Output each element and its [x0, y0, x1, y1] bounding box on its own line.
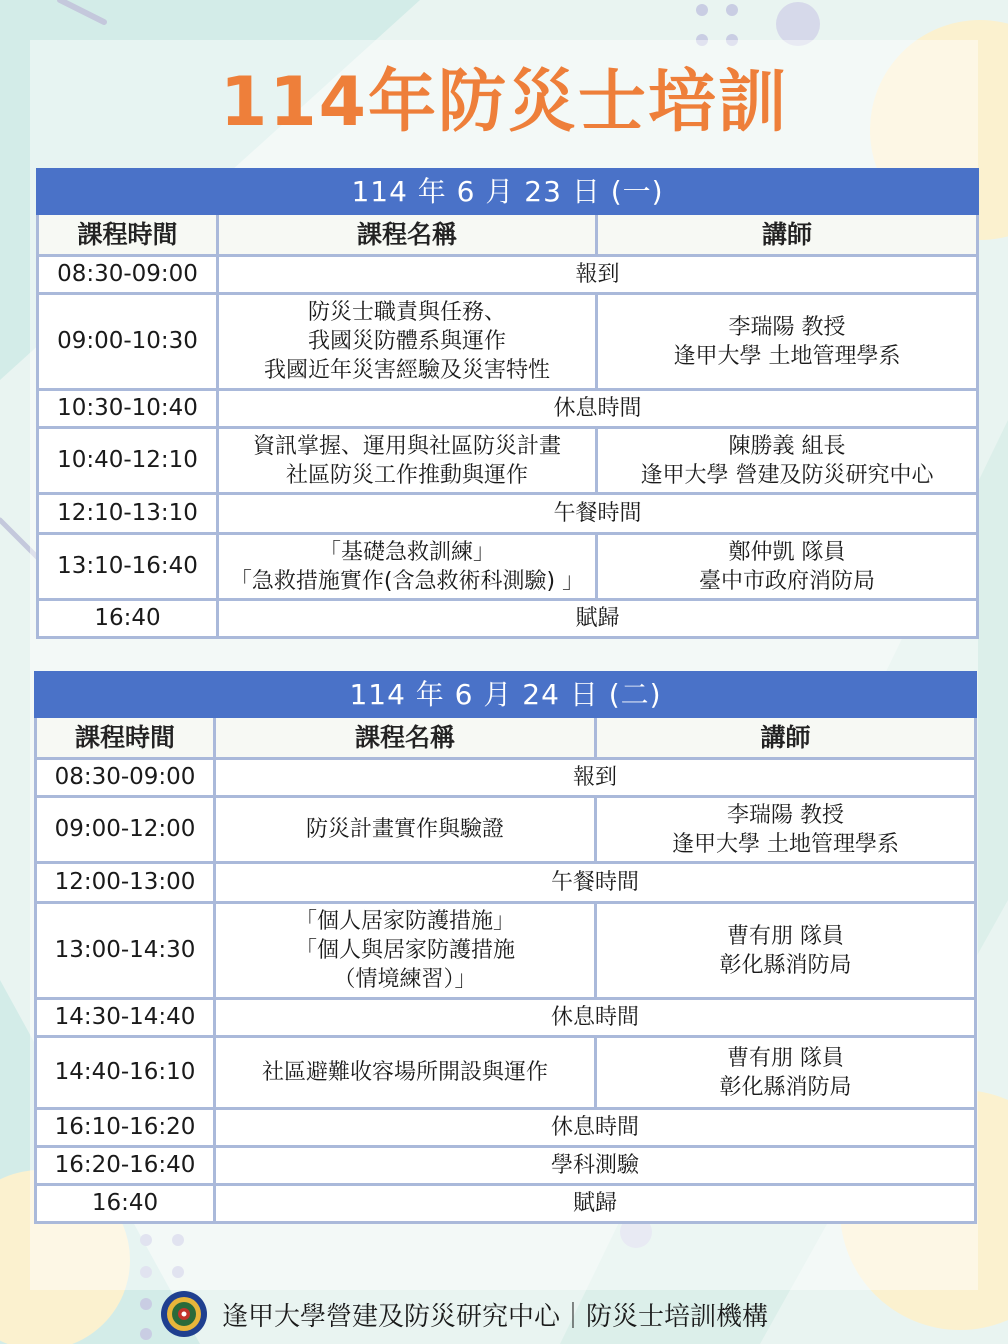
column-header-instructor: 講師	[597, 214, 978, 256]
column-header-time: 課程時間	[36, 717, 215, 759]
column-header-course: 課程名稱	[215, 717, 596, 759]
time-cell: 16:40	[38, 600, 218, 638]
instructor-name: 李瑞陽 教授	[727, 802, 845, 828]
course-line: 防災計畫實作與驗證	[305, 817, 504, 842]
merged-cell: 休息時間	[215, 999, 976, 1037]
instructor-cell	[597, 534, 978, 600]
course-line: 「個人居家防護措施」	[294, 909, 515, 934]
time-cell: 16:10-16:20	[36, 1109, 215, 1147]
merged-cell: 午餐時間	[218, 494, 978, 534]
instructor-affiliation: 彰化縣消防局	[719, 952, 852, 978]
table-row	[38, 256, 978, 294]
time-cell: 16:20-16:40	[36, 1147, 215, 1185]
footer	[160, 1290, 768, 1338]
instructor-cell	[597, 294, 978, 390]
time-cell: 14:30-14:40	[36, 999, 215, 1037]
merged-cell: 午餐時間	[215, 863, 976, 903]
instructor-affiliation: 彰化縣消防局	[719, 1074, 852, 1100]
course-cell	[215, 1037, 596, 1109]
time-cell: 14:40-16:10	[36, 1037, 215, 1109]
instructor-name: 曹有朋 隊員	[727, 923, 845, 949]
table-row	[36, 903, 976, 999]
time-cell: 10:30-10:40	[38, 390, 218, 428]
time-cell: 08:30-09:00	[36, 759, 215, 797]
merged-cell: 賦歸	[218, 600, 978, 638]
merged-cell: 報到	[218, 256, 978, 294]
instructor-affiliation: 逢甲大學 土地管理學系	[672, 831, 900, 857]
time-cell: 12:10-13:10	[38, 494, 218, 534]
course-line: （情境練習）」	[333, 967, 477, 992]
instructor-cell	[597, 428, 978, 494]
course-cell	[218, 428, 597, 494]
column-header-time: 課程時間	[38, 214, 218, 256]
footer-text: 逢甲大學營建及防災研究中心｜防災士培訓機構	[222, 1301, 769, 1332]
instructor-affiliation: 逢甲大學 營建及防災研究中心	[640, 462, 934, 488]
time-cell: 10:40-12:10	[38, 428, 218, 494]
course-line: 「個人與居家防護措施	[294, 938, 515, 963]
instructor-name: 曹有朋 隊員	[727, 1045, 845, 1071]
course-line: 我國災防體系與運作	[307, 329, 506, 354]
merged-cell: 休息時間	[215, 1109, 976, 1147]
table-row	[36, 759, 976, 797]
course-line: 社區防災工作推動與運作	[285, 462, 528, 488]
table-row	[36, 999, 976, 1037]
time-cell: 16:40	[36, 1185, 215, 1223]
instructor-cell	[596, 1037, 976, 1109]
merged-cell: 報到	[215, 759, 976, 797]
instructor-name: 陳勝義 組長	[728, 433, 846, 459]
course-line: 「基礎急救訓練」	[318, 539, 495, 565]
table-row	[36, 1147, 976, 1185]
table-row	[38, 428, 978, 494]
instructor-affiliation: 逢甲大學 土地管理學系	[673, 343, 901, 369]
course-line: 資訊掌握、運用與社區防災計畫	[252, 433, 561, 459]
schedule-table-day1	[36, 168, 979, 639]
page-title: 114年防災士培訓	[220, 63, 788, 142]
column-header-course: 課程名稱	[218, 214, 597, 256]
schedule-table-day2	[34, 671, 977, 1224]
course-cell	[215, 797, 596, 863]
merged-cell: 學科測驗	[215, 1147, 976, 1185]
table-row	[38, 390, 978, 428]
table-row	[38, 534, 978, 600]
time-cell: 13:00-14:30	[36, 903, 215, 999]
course-cell	[215, 903, 596, 999]
course-cell	[218, 294, 597, 390]
university-logo	[160, 1290, 208, 1338]
instructor-name: 鄭仲凱 隊員	[728, 539, 846, 565]
table-row	[38, 294, 978, 390]
time-cell: 13:10-16:40	[38, 534, 218, 600]
table-row	[36, 797, 976, 863]
table-row	[36, 863, 976, 903]
table-row	[38, 600, 978, 638]
course-line: 社區避難收容場所開設與運作	[261, 1060, 548, 1085]
course-line: 「急救措施實作(含急救術科測驗) 」	[229, 568, 585, 594]
date-header: 114 年 6 月 24 日 (二)	[36, 673, 976, 717]
merged-cell: 休息時間	[218, 390, 978, 428]
instructor-affiliation: 臺中市政府消防局	[699, 568, 876, 594]
column-header-instructor: 講師	[596, 717, 976, 759]
time-cell: 12:00-13:00	[36, 863, 215, 903]
instructor-cell	[596, 797, 976, 863]
instructor-name: 李瑞陽 教授	[728, 314, 846, 340]
table-row	[36, 1109, 976, 1147]
course-line: 我國近年災害經驗及災害特性	[263, 358, 550, 383]
date-header: 114 年 6 月 23 日 (一)	[38, 170, 978, 214]
course-line: 防災士職責與任務、	[307, 300, 506, 325]
table-row	[36, 1185, 976, 1223]
course-cell	[218, 534, 597, 600]
time-cell: 09:00-10:30	[38, 294, 218, 390]
time-cell: 09:00-12:00	[36, 797, 215, 863]
table-row	[38, 494, 978, 534]
merged-cell: 賦歸	[215, 1185, 976, 1223]
instructor-cell	[596, 903, 976, 999]
table-row	[36, 1037, 976, 1109]
time-cell: 08:30-09:00	[38, 256, 218, 294]
